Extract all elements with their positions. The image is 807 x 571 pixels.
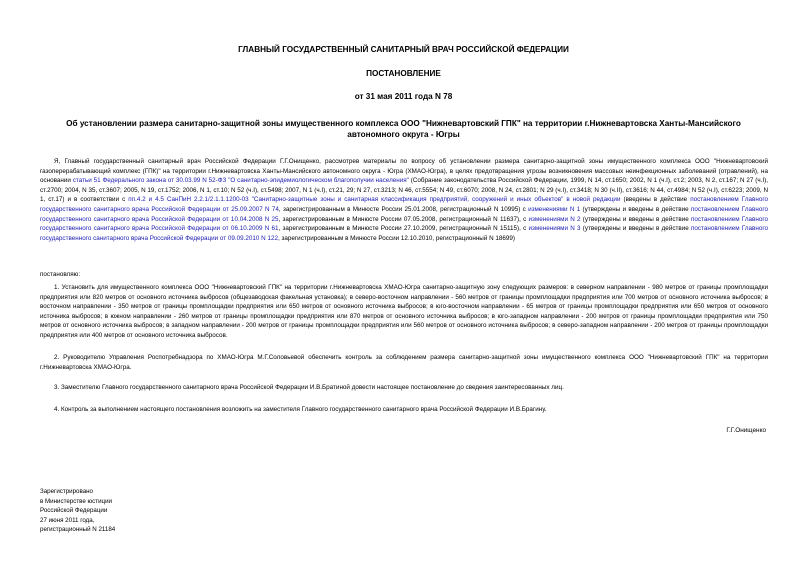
resolved-word: постановляю: <box>40 271 81 278</box>
document-date-number: от 31 мая 2011 года N 78 <box>354 92 453 101</box>
item-3: 3. Заместителю Главного государственного санитарного врача Российской Федерации И.В.Братиной довести настоящее постановление до сведения заинтересованных лиц. <box>54 384 564 391</box>
registration-note: Зарегистрировано в Министерстве юстиции Российской Федерации 27 июня 2011 года, регистрационный N 21184 <box>40 488 116 534</box>
link-amendments-3[interactable]: изменениями N 3 <box>528 225 581 233</box>
link-article-51[interactable]: статьи 51 Федерального закона от 30.03.99 N 52-ФЗ "О санитарно-эпидемиологическом благополучии населения" <box>72 177 409 185</box>
document-title: Об установлении размера санитарно-защитной зоны имущественного комплекса ООО "Нижневартовский ГПК" на территории г.Нижневартовска Ханты-Мансийского автономного округа - Югры <box>66 119 741 139</box>
link-resolution-25[interactable]: постановлением Главного государственного санитарного врача Российской Федерации от 10.04.2008 N 25 <box>40 205 768 223</box>
issuing-authority: ГЛАВНЫЙ ГОСУДАРСТВЕННЫЙ САНИТАРНЫЙ ВРАЧ РОССИЙСКОЙ ФЕДЕРАЦИИ <box>238 45 569 54</box>
link-resolution-61[interactable]: постановлением Главного государственного санитарного врача Российской Федерации от 06.10.2009 N 61 <box>40 215 769 233</box>
link-amendments-1[interactable]: изменениями N 1 <box>528 205 581 213</box>
document-type: ПОСТАНОВЛЕНИЕ <box>366 69 441 78</box>
signature: Г.Г.Онищенко <box>726 427 766 434</box>
link-sanpin[interactable]: пп.4.2 и 4.5 СанПиН 2.2.1/2.1.1.1200-03 "Санитарно-защитные зоны и санитарная классификация предприятий, сооружений и иных объектов" в новой редакции <box>128 196 621 204</box>
link-amendments-2[interactable]: изменениями N 2 <box>528 215 581 223</box>
link-resolution-74[interactable]: постановлением Главного государственного санитарного врача Российской Федерации от 25.09.2007 N 74 <box>40 196 768 213</box>
item-2: 2. Руководителю Управления Роспотребнадзора по ХМАО-Югра М.Г.Соловьевой обеспечить контроль за соблюдением размера санитарно-защитной зоны имущественного комплекса ООО "Нижневартовский ГПК" на территории г.Нижневартовска ХМАО-Югра. <box>40 354 768 371</box>
item-1: 1. Установить для имущественного комплекса ООО "Нижневартовский ГПК" на территории г.Нижневартовска ХМАО-Югра санитарно-защитную зону следующих размеров: в северном направлении - 980 метров от границы промплощадки предприятия или 820 метров от основного источника выбросов (общезаводская факельная установка); в северо-восточном направлении - 560 метров от границы промплощадки предприятия или 700 метров от основного источника выбросов; в восточном направлении - 350 метров от границы промплощадки предприятия или 650 метров от основного источника выбросов; в юго-восточном направлении - 65 метров от границы промплощадки предприятия или 650 метров от основного источника выбросов; в южном направлении - 260 метров от границы промплощадки предприятия или 870 метров от основного источника выбросов; в юго-западном направлении - 200 метров от границы промплощадки предприятия или 750 метров от основного источника выбросов; в западном направлении - 200 метров от границы промплощадки предприятия или 560 метров от основного источника выбросов; в северо-западном направлении - 200 метров от границы промплощадки предприятия или 400 метров от основного источника выбросов. <box>40 284 768 339</box>
link-resolution-122[interactable]: постановлением Главного государственного санитарного врача Российской Федерации от 09.09.2010 N 122 <box>40 225 769 242</box>
item-4: 4. Контроль за выполнением настоящего постановления возложить на заместителя Главного государственного санитарного врача Российской Федерации И.В.Брагину. <box>54 406 547 413</box>
preamble-paragraph: Я, Главный государственный санитарный врач Российской Федерации Г.Г.Онищенко, рассмотрев материалы по вопросу об установлении размера санитарно-защитной зоны имущественного комплекса ООО "Нижневартовский газоперерабатывающий комплекс (ГПК)" на территории г.Нижневартовска Ханты-Мансийского автономного округа - Югра (ХМАО-Югра), в целях предотвращения угрозы возникновения массовых неинфекционных заболеваний (отравлений), на основании статьи 51 Федерального закона от 30.03.99 N 52-ФЗ "О санитарно-эпидемиологическом благополучии населения" (Собрание законодательства Российской Федерации, 1999, N 14, ст.1650; 2002, N 1 (ч.I), ст.2; 2003, N 2, ст.167; N 27 (ч.I), ст.2700; 2004, N 35, ст.3607; 2005, N 19, ст.1752; 2006, N 1, ст.10; N 52 (ч.I), ст.5498; 2007, N 1 (ч.I), ст.21, 29; N 27, ст.3213; N 46, ст.5554; N 49, ст.6070; 2008, N 24, ст.2801; N 29 (ч.I), ст.3418; N 30 (ч.II), ст.3616; N 44, ст.4984; N 52 (ч.I), ст.6223; 2009, N 1, ст.17) и в соответствии с пп.4.2 и 4.5 СанПиН 2.2.1/2.1.1.1200-03 "Санитарно-защитные зоны и санитарная классификация предприятий, сооружений и иных объектов" в новой редакции (введены в действие постановлением Главного государственного санитарного врача Российской Федерации от 25.09.2007 N 74, зарегистрированным в Минюсте России 25.01.2008, регистрационный N 10995) с изменениями N 1 (утверждены и введены в действие постановлением Главного государственного санитарного врача Российской Федерации от 10.04.2008 N 25, зарегистрированным в Минюсте России 07.05.2008, регистрационный N 11637), с изменениями N 2 (утверждены и введены в действие постановлением Главного государственного санитарного врача Российской Федерации от 06.10.2009 N 61, зарегистрированным в Минюсте России 27.10.2009, регистрационный N 15115), с изменениями N 3 (утверждены и введены в действие постановлением Главного государственного санитарного врача Российской Федерации от 09.09.2010 N 122, зарегистрированным в Минюсте России 12.10.2010, регистрационный N 18699) <box>40 158 769 242</box>
